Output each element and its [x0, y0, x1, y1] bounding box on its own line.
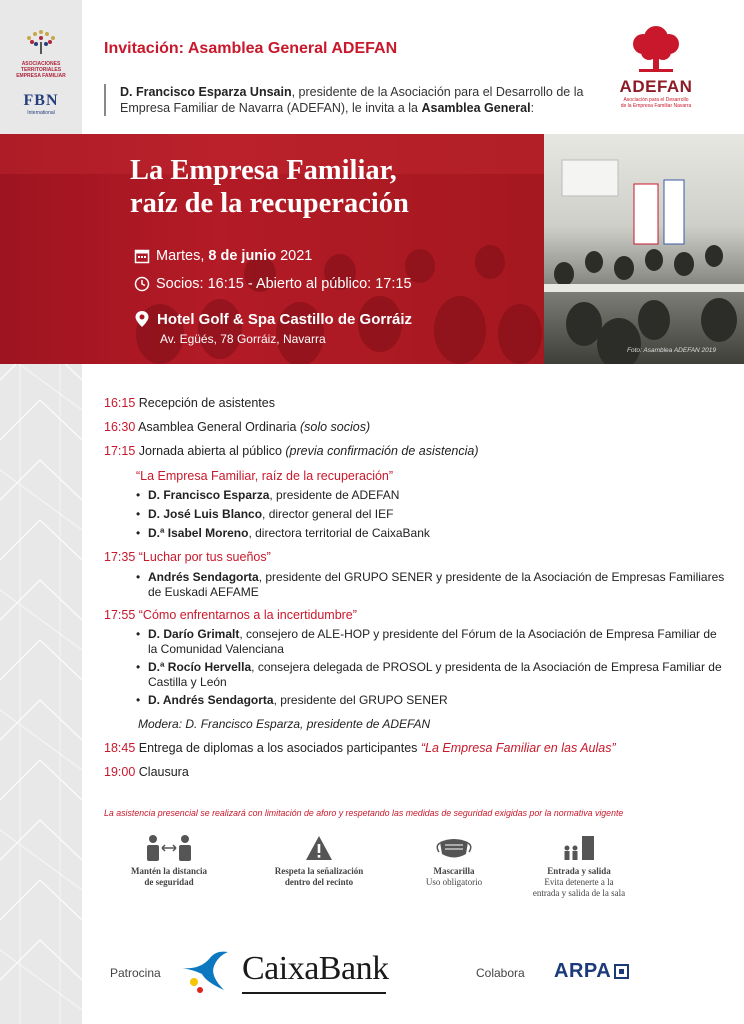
speaker-name: D.ª Rocío Hervella [148, 660, 252, 674]
session-3-speaker-3 [148, 693, 728, 708]
date-bold: 8 de junio [208, 248, 277, 264]
schedule-text: Asamblea General Ordinaria [138, 420, 300, 434]
schedule-time: 16:30 [104, 420, 136, 434]
aef-text: ASOCIACIONES TERRITORIALES EMPRESA FAMILIAR [16, 61, 66, 79]
date-prefix: Martes, [156, 248, 209, 264]
intro-paragraph [104, 84, 584, 116]
intro-name: D. Francisco Esparza Unsain [120, 85, 292, 99]
schedule-time: 18:45 [104, 741, 136, 755]
speaker-name: D. Andrés Sendagorta [148, 693, 274, 707]
safety-measures [104, 834, 664, 904]
schedule-note: (previa confirmación de asistencia) [285, 444, 479, 458]
arpa-square-icon [614, 964, 629, 979]
patrocina-label: Patrocina [110, 966, 161, 980]
photo-caption: Foto: Asamblea ADEFAN 2019 [627, 347, 716, 354]
adefan-tree-icon [629, 24, 683, 74]
clock-icon [134, 276, 150, 292]
measure-line-2: Evita detenerte a la [544, 877, 614, 887]
mask-icon [434, 834, 474, 862]
measure-line-2: Uso obligatorio [425, 877, 483, 887]
measure-line-3: entrada y salida de la sala [532, 888, 626, 898]
date-suffix: 2021 [276, 248, 313, 264]
speaker-role: , director general del IEF [262, 507, 394, 521]
arpa-logo [554, 960, 629, 983]
location-pin-icon [134, 310, 150, 328]
warning-icon [304, 834, 334, 862]
event-date [134, 248, 312, 264]
schedule-time: 19:00 [104, 765, 136, 779]
venue-address: Av. Egüés, 78 Gorráiz, Navarra [160, 332, 326, 346]
fbn-main-text: FBN [23, 92, 59, 109]
speaker-role: , consejera delegada de PROSOL y presidenta de la Asociación de Empresa Familiar de Castilla y León [148, 660, 722, 689]
schedule-item-2 [104, 420, 370, 434]
venue-name: Hotel Golf & Spa Castillo de Gorráiz [157, 310, 413, 328]
measure-line-1: Mantén la distancia [130, 866, 207, 876]
caixabank-star-icon [180, 948, 236, 994]
calendar-icon [134, 248, 150, 264]
speaker-name: D. Francisco Esparza [148, 488, 270, 502]
schedule-text: Jornada abierta al público [138, 444, 286, 458]
session-1-speaker-2 [148, 507, 728, 522]
session-2-title: “Luchar por tus sueños” [138, 550, 271, 564]
measure-distance [114, 834, 224, 888]
intro-end: : [530, 101, 535, 115]
caixabank-wordmark: CaixaBank [242, 950, 389, 987]
schedule-time: 17:15 [104, 444, 136, 458]
schedule-text: Entrega de diplomas a los asociados participantes [138, 741, 421, 755]
conference-photo-illustration [544, 134, 744, 364]
measure-line-1: Respeta la señalización [274, 866, 364, 876]
schedule-note: “La Empresa Familiar en las Aulas” [420, 741, 616, 755]
schedule-item-closing [104, 765, 189, 779]
session-3-speaker-1 [148, 627, 728, 657]
session-2-header [104, 550, 271, 564]
speaker-name: Andrés Sendagorta [148, 570, 259, 584]
banner-title-line-2: raíz de la recuperación [130, 188, 409, 219]
adefan-name: ADEFAN [619, 77, 693, 96]
colabora-label: Colabora [476, 966, 525, 980]
arpa-wordmark: ARPA [554, 960, 612, 982]
measure-mask [404, 834, 504, 888]
adefan-sub-1: Asociación para el Desarrollo [623, 97, 689, 103]
speaker-role: , presidente de ADEFAN [269, 488, 400, 502]
distance-icon [145, 834, 193, 862]
session-3-header [104, 608, 357, 622]
measure-line-2: de seguridad [144, 877, 194, 887]
speaker-name: D. José Luis Blanco [148, 507, 263, 521]
schedule-item-3 [104, 444, 479, 458]
session-1-title: “La Empresa Familiar, raíz de la recuperación” [136, 469, 394, 483]
event-photo [544, 134, 744, 364]
measure-line-2: dentro del recinto [284, 877, 354, 887]
session-3-time: 17:55 [104, 608, 136, 622]
banner-red-panel [0, 134, 544, 364]
session-2-time: 17:35 [104, 550, 136, 564]
event-venue [134, 310, 412, 328]
safety-notice: La asistencia presencial se realizará con limitación de aforo y respetando las medidas de seguridad exigidas por la normativa vigente [104, 808, 624, 818]
measure-signage [254, 834, 384, 888]
schedule-item-diplomas [104, 741, 616, 755]
measure-line-1: Entrada y salida [547, 866, 611, 876]
speaker-role: , consejero de ALE-HOP y presidente del Fórum de la Asociación de Empresa Familiar de la Comunidad Valenciana [148, 627, 717, 656]
measure-line-1: Mascarilla [433, 866, 475, 876]
schedule-item-1 [104, 396, 275, 410]
schedule-time: 16:15 [104, 396, 136, 410]
intro-bold: Asamblea General [421, 101, 531, 115]
moderator: Modera: D. Francisco Esparza, presidente de ADEFAN [138, 717, 431, 731]
schedule-text: Recepción de asistentes [138, 396, 275, 410]
door-icon [562, 834, 596, 862]
session-3-title: “Cómo enfrentarnos a la incertidumbre” [138, 608, 357, 622]
times-text: Socios: 16:15 - Abierto al público: 17:15 [156, 276, 412, 292]
intro-text: , presidente de la Asociación para el Desarrollo de la Empresa Familiar de Navarra (ADEFAN), le invita a la [120, 85, 584, 115]
adefan-sub-2: de la Empresa Familiar Navarra [620, 103, 692, 109]
page-title: Invitación: Asamblea General ADEFAN [104, 40, 398, 57]
event-banner [0, 134, 744, 364]
aef-tree-icon [21, 30, 61, 56]
adefan-logo [606, 24, 706, 109]
fbn-sub-text: International [27, 110, 55, 116]
measure-entry-exit [514, 834, 644, 899]
speaker-role: , directora territorial de CaixaBank [248, 526, 430, 540]
aef-logo [8, 30, 74, 79]
session-3-speaker-2 [148, 660, 728, 690]
sponsors-row [110, 948, 670, 998]
schedule-note: (solo socios) [299, 420, 371, 434]
session-1-speaker-1 [148, 488, 728, 503]
speaker-name: D. Darío Grimalt [148, 627, 240, 641]
fbn-logo [6, 92, 76, 116]
session-1-speaker-3 [148, 526, 728, 541]
caixabank-underline [242, 992, 386, 994]
speaker-role: , presidente del GRUPO SENER [273, 693, 448, 707]
banner-title-line-1: La Empresa Familiar, [130, 155, 397, 186]
schedule-text: Clausura [138, 765, 189, 779]
event-times [134, 276, 412, 292]
speaker-role: , presidente del GRUPO SENER y presidente de la Asociación de Empresas Familiares de Euskadi AEFAME [148, 570, 725, 599]
speaker-name: D.ª Isabel Moreno [148, 526, 249, 540]
session-2-speaker-1 [148, 570, 728, 600]
banner-title [130, 154, 409, 220]
